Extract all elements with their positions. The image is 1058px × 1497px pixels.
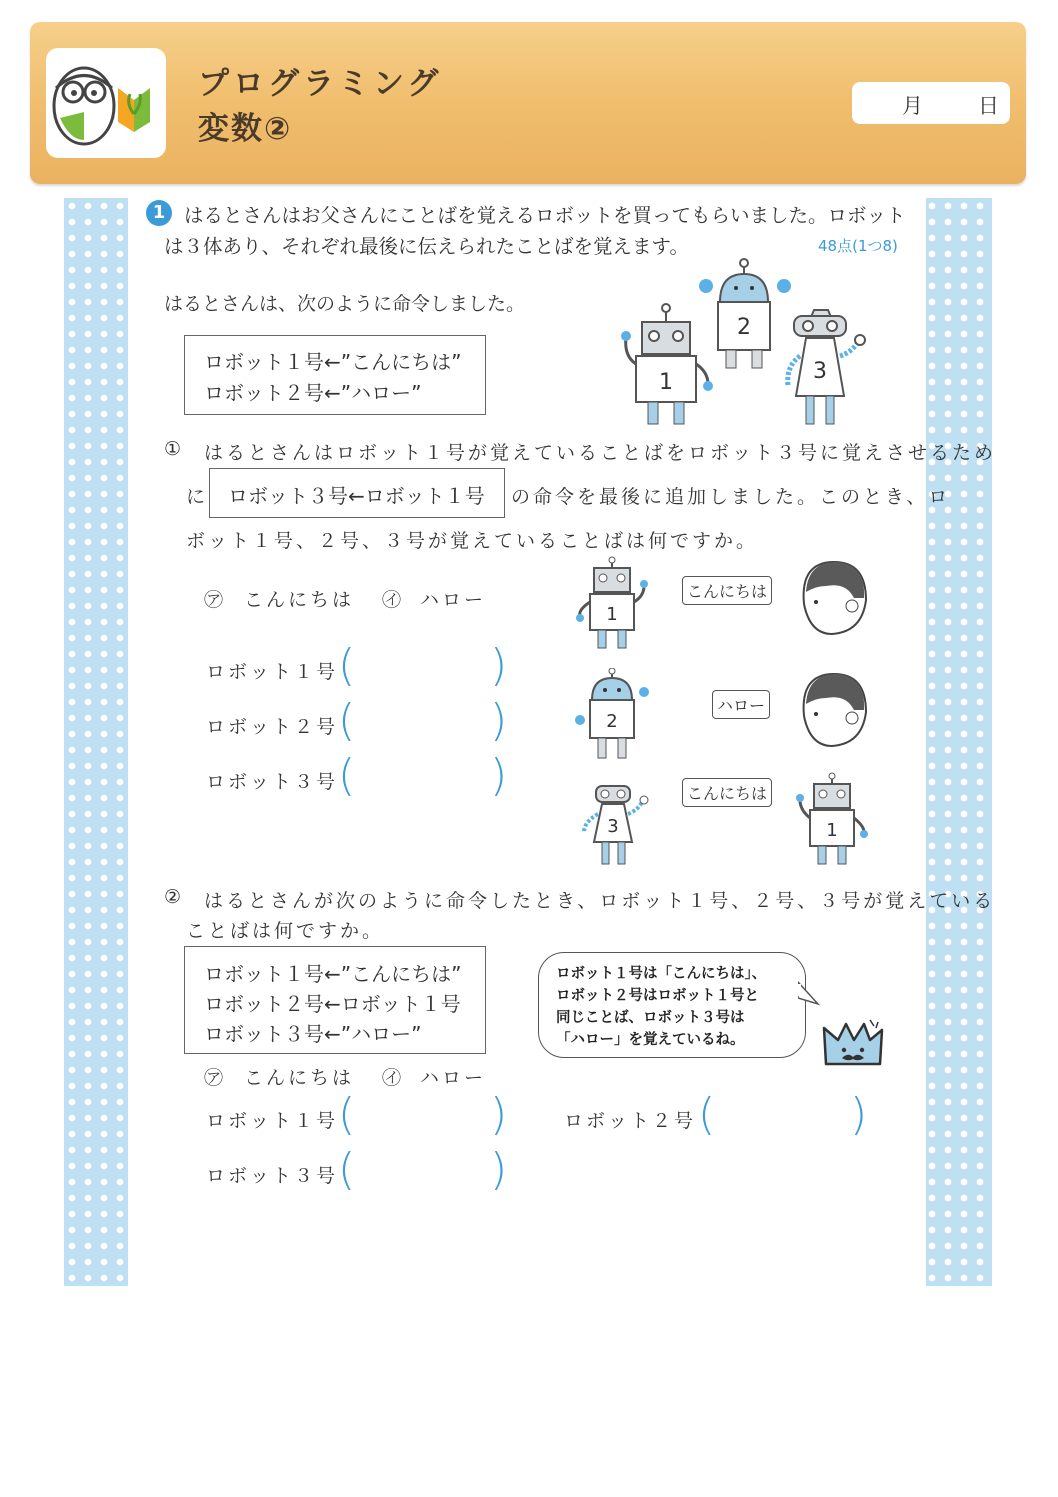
three-robots-illustration [616, 256, 872, 430]
sub2-answer-label-2: ロボット２号 [564, 1110, 697, 1132]
svg-text:1: 1 [606, 604, 618, 625]
sub2-command-2: ロボット２号←ロボット１号 [204, 992, 461, 1016]
sub1-answer-field-1[interactable] [356, 648, 488, 688]
q1-intro-line1: はるとさんはお父さんにことばを覚えるロボットを買ってもらいました。ロボット [184, 204, 906, 227]
sub1-command: ロボット３号←ロボット１号 [228, 484, 485, 508]
answer-paren-close: ) [490, 1144, 508, 1195]
page-title-line1: プログラミング [198, 66, 443, 102]
robot-1-small-icon [572, 556, 654, 652]
date-month-label: 月 [902, 94, 923, 118]
speech-tail-icon [798, 980, 820, 1008]
date-box [852, 82, 1010, 124]
speech-bubble-1: こんにちは [682, 576, 772, 605]
sub1-line3: ボット１号、２号、３号が覚えていることばは何ですか。 [186, 530, 759, 552]
speech-bubble-3: こんにちは [682, 778, 772, 807]
svg-text:1: 1 [826, 820, 838, 841]
sub2-choice-b: ハロー [420, 1067, 487, 1089]
date-day-label: 日 [978, 94, 999, 118]
svg-text:1: 1 [659, 370, 673, 395]
q1-intro-line2: は３体あり、それぞれ最後に伝えられたことばを覚えます。 [164, 235, 689, 258]
q1-instructed: はるとさんは、次のように命令しました。 [164, 293, 526, 315]
sub1-choice-a: こんにちは [244, 589, 355, 611]
robot-1-small-icon [792, 770, 872, 870]
sub2-command-3: ロボット３号←”ハロー” [204, 1022, 422, 1046]
sub1-choice-b-mark: ㋑ [382, 589, 402, 611]
question-number-badge: 1 [146, 200, 172, 226]
sub2-line2: ことばは何ですか。 [186, 920, 385, 942]
robot-2-small-icon [572, 668, 654, 764]
answer-paren-close: ) [490, 1089, 508, 1140]
dot-panel-left [64, 198, 130, 1286]
sub1-answer-label-2: ロボット２号 [206, 716, 339, 738]
answer-paren-open: ( [698, 1089, 716, 1140]
crown-mascot-icon [820, 1018, 888, 1072]
sub2-choice-a-mark: ㋐ [204, 1067, 224, 1089]
sub1-answer-label-1: ロボット１号 [206, 661, 339, 683]
sub2-answer-label-3: ロボット３号 [206, 1165, 339, 1187]
answer-paren-open: ( [338, 695, 356, 746]
robot-3-icon [788, 310, 865, 424]
boy-face-icon [796, 668, 870, 752]
sub1-line1: はるとさんはロボット１号が覚えていることばをロボット３号に覚えさせるため [204, 442, 997, 464]
sub2-answer-field-2[interactable] [716, 1097, 848, 1137]
sub1-answer-field-3[interactable] [356, 758, 488, 798]
answer-paren-open: ( [338, 1089, 356, 1140]
q1-command-2: ロボット２号←”ハロー” [204, 381, 422, 405]
robot-3-small-icon [572, 774, 654, 870]
answer-paren-close: ) [490, 640, 508, 691]
q1-command-1: ロボット１号←”こんにちは” [204, 350, 462, 374]
sub1-choice-b: ハロー [420, 589, 487, 611]
sub2-answer-field-1[interactable] [356, 1097, 488, 1137]
hint-line-1: ロボット１号は「こんにちは」、 [556, 966, 767, 982]
sub2-answer-label-1: ロボット１号 [206, 1110, 339, 1132]
hint-line-4: 「ハロー」を覚えているね。 [556, 1032, 745, 1048]
robot-2-icon [699, 259, 791, 368]
svg-text:3: 3 [607, 816, 619, 837]
answer-paren-close: ) [490, 695, 508, 746]
hint-line-3: 同じことば、ロボット３号は [556, 1010, 745, 1026]
sub1-answer-field-2[interactable] [356, 703, 488, 743]
sub1-answer-label-3: ロボット３号 [206, 771, 339, 793]
sub1-choice-a-mark: ㋐ [204, 589, 224, 611]
robot-1-icon [621, 304, 713, 424]
boy-face-icon [796, 556, 870, 640]
speech-bubble-2: ハロー [712, 690, 770, 719]
sub2-choice-b-mark: ㋑ [382, 1067, 402, 1089]
dot-panel-right [924, 198, 992, 1286]
sub2-command-1: ロボット１号←”こんにちは” [204, 962, 462, 986]
points-label: 48点(1つ8) [818, 237, 898, 255]
owl-book-logo [46, 48, 166, 158]
answer-paren-open: ( [338, 640, 356, 691]
sub2-answer-field-3[interactable] [356, 1152, 488, 1192]
svg-text:2: 2 [737, 315, 751, 340]
sub2-marker: ② [164, 886, 185, 908]
page-title-line2: 変数② [198, 111, 293, 147]
answer-paren-close: ) [850, 1089, 868, 1140]
sub2-line1: はるとさんが次のように命令したとき、ロボット１号、２号、３号が覚えている [204, 890, 996, 912]
sub1-line2-pre: に [186, 486, 206, 508]
sub1-marker: ① [164, 438, 185, 460]
hint-line-2: ロボット２号はロボット１号と [556, 988, 759, 1004]
sub1-line2-post: の命令を最後に追加しました。このとき、ロ [511, 486, 951, 508]
answer-paren-open: ( [338, 1144, 356, 1195]
svg-text:2: 2 [606, 711, 618, 732]
answer-paren-close: ) [490, 750, 508, 801]
sub2-choice-a: こんにちは [244, 1067, 355, 1089]
answer-paren-open: ( [338, 750, 356, 801]
svg-text:3: 3 [813, 359, 827, 384]
